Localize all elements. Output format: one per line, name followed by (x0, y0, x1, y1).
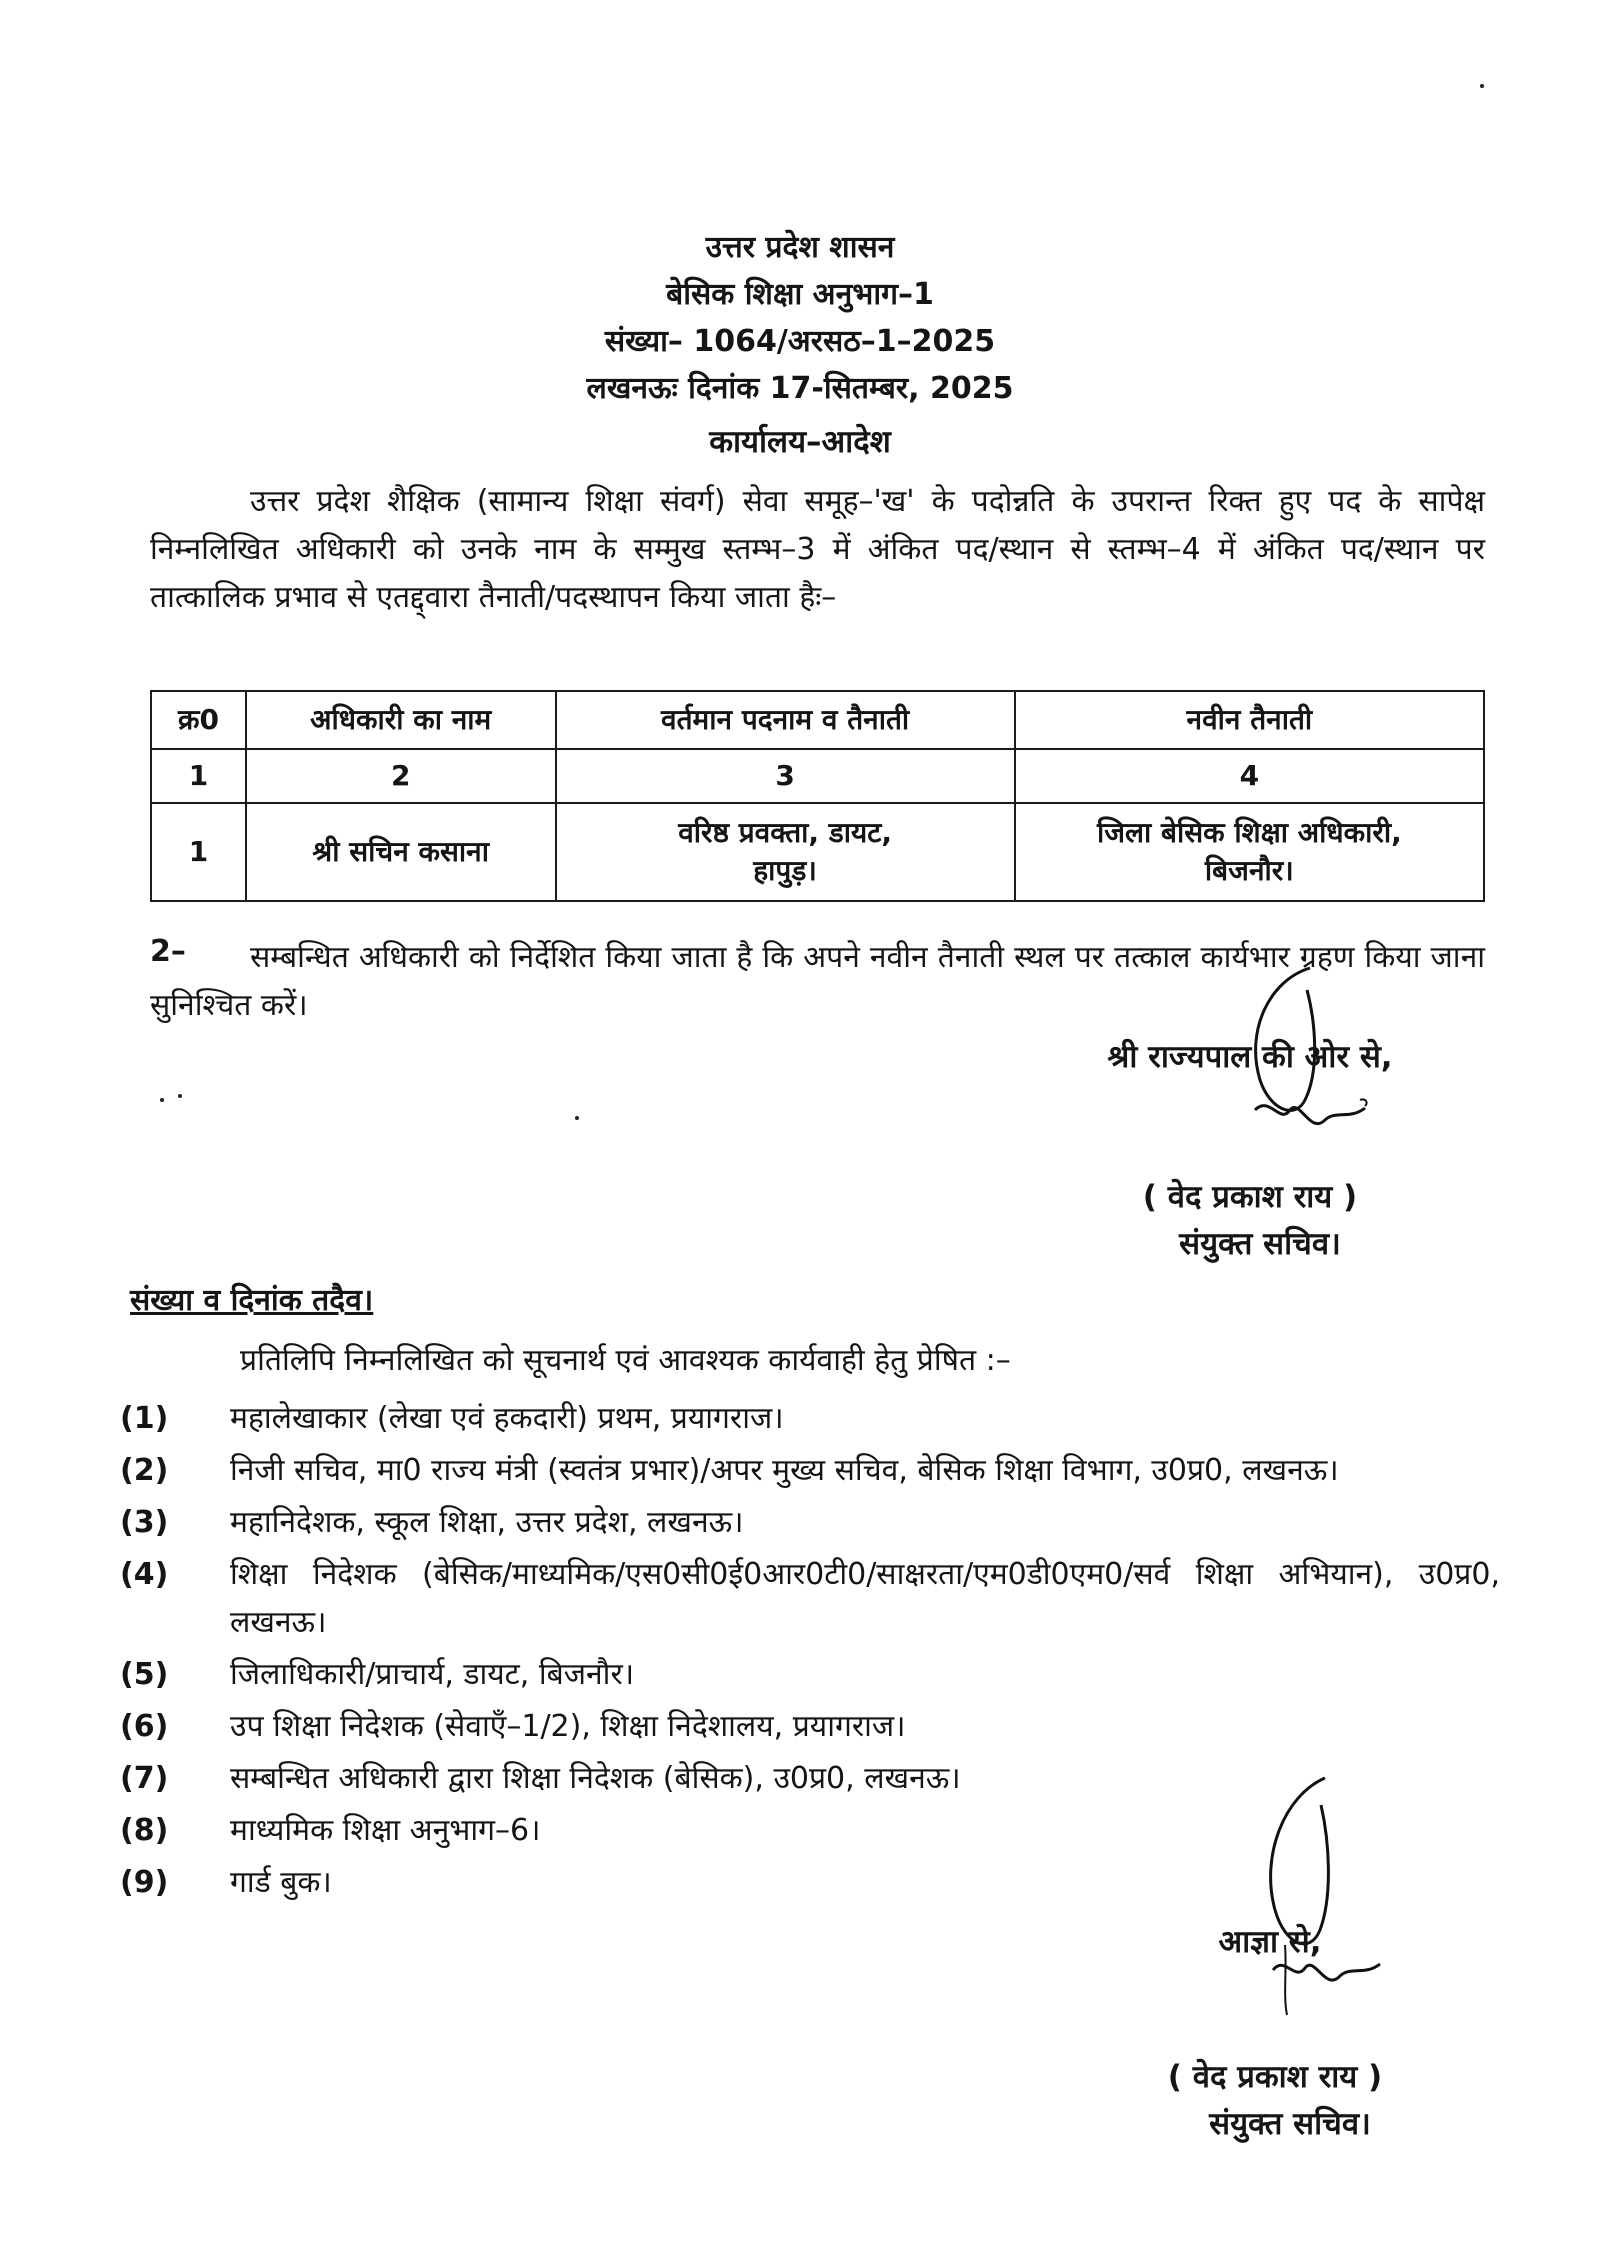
list-item-index: (9) (120, 1865, 169, 1900)
copy-intro: प्रतिलिपि निम्नलिखित को सूचनार्थ एवं आवश्यक कार्यवाही हेतु प्रेषित :– (240, 1343, 1011, 1378)
table-column-number-row (151, 749, 1484, 803)
order-number: संख्या– 1064/अरसठ–1–2025 (604, 324, 996, 359)
column-number: 4 (1015, 749, 1484, 803)
list-item (120, 1703, 1500, 1751)
list-item-text: महानिदेशक, स्कूल शिक्षा, उत्तर प्रदेश, लखनऊ। (230, 1505, 744, 1540)
intro-paragraph: उत्तर प्रदेश शैक्षिक (सामान्य शिक्षा संवर्ग) सेवा समूह–'ख' के पदोन्नति के उपरान्त रिक्त हुए पद के सापेक्ष निम्नलिखित अधिकारी को उनके नाम के सम्मुख स्तम्भ–3 में अंकित पद/स्थान से स्तम्भ–4 में अंकित पद/स्थान पर तात्कालिक प्रभाव से एतद्द्वारा तैनाती/पदस्थापन किया जाता हैः– (150, 484, 1485, 615)
signatory-name: ( वेद प्रकाश राय ) (1167, 2059, 1383, 2095)
list-item-text: जिलाधिकारी/प्राचार्य, डायट, बिजनौर। (230, 1657, 635, 1692)
row-sno: 1 (151, 803, 246, 901)
by-order: आज्ञा से, (1218, 1924, 1322, 1960)
signatory-name: ( वेद प्रकाश राय ) (1142, 1179, 1358, 1215)
new-posting-line: जिला बेसिक शिक्षा अधिकारी, (1096, 816, 1402, 849)
list-item (120, 1499, 1500, 1547)
current-posting-line: हापुड़। (753, 854, 817, 887)
row-officer-name: श्री सचिन कसाना (246, 803, 556, 901)
table-row (151, 803, 1484, 901)
list-item (120, 1395, 1500, 1443)
col-header-name: अधिकारी का नाम (246, 691, 556, 749)
list-item-text: गार्ड बुक। (230, 1865, 332, 1900)
list-item-text: महालेखाकार (लेखा एवं हकदारी) प्रथम, प्रयागराज। (230, 1401, 784, 1436)
order-title: कार्यालय–आदेश (709, 424, 891, 460)
col-header-new-posting: नवीन तैनाती (1015, 691, 1484, 749)
list-item (120, 1447, 1500, 1495)
column-number: 2 (246, 749, 556, 803)
government-heading: उत्तर प्रदेश शासन (705, 230, 895, 265)
speck (160, 1098, 164, 1102)
list-item (120, 1551, 1500, 1647)
list-item-index: (3) (120, 1505, 169, 1540)
signatory-designation: संयुक्त सचिव। (1179, 1226, 1341, 1262)
list-item-index: (1) (120, 1401, 169, 1436)
list-item-text: सम्बन्धित अधिकारी द्वारा शिक्षा निदेशक (बेसिक), उ0प्र0, लखनऊ। (230, 1761, 961, 1796)
new-posting-line: बिजनौर। (1204, 854, 1294, 887)
speck (178, 1094, 182, 1098)
list-item-index: (8) (120, 1813, 169, 1848)
list-item-text: माध्यमिक शिक्षा अनुभाग–6। (230, 1813, 541, 1848)
signatory-designation: संयुक्त सचिव। (1209, 2106, 1371, 2142)
column-number: 1 (151, 749, 246, 803)
column-number: 3 (556, 749, 1015, 803)
row-new-posting (1015, 803, 1484, 901)
para2-number: 2– (150, 934, 186, 969)
list-item-index: (4) (120, 1557, 169, 1592)
col-header-current-posting: वर्तमान पदनाम व तैनाती (556, 691, 1015, 749)
list-item-index: (7) (120, 1761, 169, 1796)
list-item-text: निजी सचिव, मा0 राज्य मंत्री (स्वतंत्र प्रभार)/अपर मुख्य सचिव, बेसिक शिक्षा विभाग, उ0प्र0, लखनऊ। (230, 1453, 1339, 1488)
section-heading: बेसिक शिक्षा अनुभाग–1 (666, 277, 934, 312)
place-date: लखनऊः दिनांक 17-सितम्बर, 2025 (586, 371, 1014, 406)
current-posting-line: वरिष्ठ प्रवक्ता, डायट, (678, 816, 893, 849)
copy-heading: संख्या व दिनांक तदैव। (130, 1283, 374, 1318)
signature-graphic (1225, 1770, 1395, 2050)
col-header-sno: क्र0 (151, 691, 246, 749)
on-behalf-of-governor: श्री राज्यपाल की ओर से, (1107, 1039, 1393, 1075)
table-header-row (151, 691, 1484, 749)
list-item-index: (5) (120, 1657, 169, 1692)
list-item-index: (6) (120, 1709, 169, 1744)
list-item-text: शिक्षा निदेशक (बेसिक/माध्यमिक/एस0सी0ई0आर0टी0/साक्षरता/एम0डी0एम0/सर्व शिक्षा अभियान), उ0प्र0, लखनऊ। (230, 1557, 1500, 1640)
para2-text: सम्बन्धित अधिकारी को निर्देशित किया जाता है कि अपने नवीन तैनाती स्थल पर तत्काल कार्यभार ग्रहण किया जाना सुनिश्चित करें। (150, 940, 1485, 1023)
speck (1480, 84, 1484, 88)
row-current-posting (556, 803, 1015, 901)
list-item-text: उप शिक्षा निदेशक (सेवाएँ–1/2), शिक्षा निदेशालय, प्रयागराज। (230, 1709, 906, 1744)
posting-table (150, 690, 1485, 902)
list-item-index: (2) (120, 1453, 169, 1488)
speck (575, 1116, 579, 1120)
list-item (120, 1651, 1500, 1699)
